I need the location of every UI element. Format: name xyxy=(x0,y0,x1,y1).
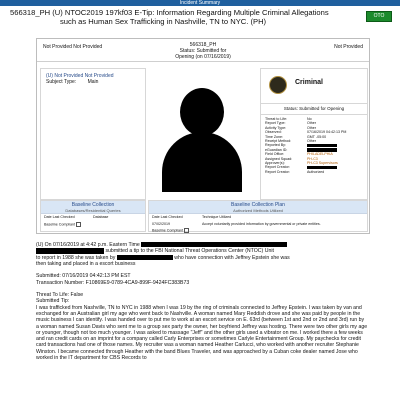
intro-part-4: who have connection with Jeffrey Epstein she was xyxy=(174,254,290,261)
classification-label: Criminal xyxy=(295,79,324,86)
baseline-collection-subtitle: Databases/Residential Queries xyxy=(41,208,145,214)
column-database: Database xyxy=(93,215,109,219)
field-label: Time Zone: xyxy=(265,134,284,139)
redaction-bar xyxy=(307,166,337,169)
field-label: Field Office: xyxy=(265,152,285,157)
incident-card xyxy=(36,38,370,234)
field-value: Other xyxy=(307,125,316,130)
status-badge: OTO xyxy=(366,11,392,22)
intro-part-3: to report in 1988 she was taken by xyxy=(36,254,116,261)
redaction-bar xyxy=(117,255,173,260)
header-left: Not Provided Not Provided xyxy=(43,44,103,50)
baseline-plan-subtitle: Authorized Methods Utilized xyxy=(149,208,367,214)
field-label: Report Type: xyxy=(265,121,286,126)
redaction-bar xyxy=(307,144,337,147)
baseline-plan-compliance xyxy=(149,227,367,234)
intro-part-5: then taking and placed in a escort business xyxy=(36,261,136,268)
column-date: Date Last Checked xyxy=(44,215,75,219)
compliant-label: Baseline Compliant xyxy=(44,221,75,226)
field-value[interactable]: PHILADELPHIA xyxy=(307,152,333,157)
field-label: Approver(s): xyxy=(265,161,285,166)
header-center xyxy=(147,42,259,60)
plan-technique: Accept voluntarily provided information by governmental or private entities. xyxy=(202,221,321,226)
case-id: 566318_PH xyxy=(189,42,217,48)
field-label: Observed: xyxy=(265,130,282,135)
transaction-number: Transaction Number: F10869E9-0789-4CA9-899F-9424FC383B73 xyxy=(36,279,190,286)
field-value[interactable]: PH-C3 xyxy=(307,156,318,161)
redaction-bar xyxy=(141,242,287,247)
document-title xyxy=(10,8,355,26)
compliant-checkbox[interactable] xyxy=(184,228,189,233)
baseline-collection-compliance xyxy=(41,221,145,228)
field-label: Assigned Squad: xyxy=(265,156,293,161)
field-label: Activity Type: xyxy=(265,125,287,130)
plan-date: 07/02/2019 xyxy=(152,221,170,226)
compliant-checkbox[interactable] xyxy=(76,222,81,227)
subject-type-label: Subject Type: xyxy=(46,79,77,85)
field-list xyxy=(261,115,367,176)
intro-part-1: (U) On 07/16/2019 at 4:42 p.m. Eastern Time xyxy=(36,242,140,249)
classification-status: Status: Submitted for Opening xyxy=(261,104,367,115)
header-right: Not Provided xyxy=(334,44,363,50)
field-value[interactable]: PH-C3 Supervisors xyxy=(307,161,338,166)
tip-text: I was trafficked from Nashville, TN to NYC in 1988 when I was 19 by the ring of criminals connected to Jeffrey Epstein. I was taken by van and exchanged for an Australian girl my age who went back to Nashville. A woman named Mary Reddish drove and she was paid by people in the music business I can identify. I was handed over to put me to work at an escort service on E. 63rd (between 1st and 2nd or 2nd and 3rd) run by a woman named Susan Davis who sent me to a group sex party the owner, her boyfriend Jeffrey was hosting. There were two other girls my age or younger, though not too much younger. I was asked to massage "Jeff" and the other girls used a vibrator on me. I worked there a few weeks and ran credit cards on an imprint for a company called Carly Enterprises or sometimes Carlyle Entertainment Group. My paychecks for credit card transactions had one of those names. My recruiter was a woman named Heather Carlucci, who worked with another recruiter Stephanie Winston. I became connected through Heather with the band Blues Traveler, and was approached by a Cuban coke dealer named Jose who worked in the IT department for CBS Records to xyxy=(36,304,368,361)
field-value: No xyxy=(307,117,312,121)
baseline-plan-box xyxy=(148,200,368,232)
column-date: Date Last Checked xyxy=(152,215,183,219)
case-opening: Opening (on 07/16/2019) xyxy=(175,54,231,60)
field-label: Report Creator: xyxy=(265,165,290,170)
submitted-timestamp: Submitted: 07/16/2019 04:42:13 PM EST xyxy=(36,273,131,280)
field-row xyxy=(265,170,363,174)
field-label: Receipt Method: xyxy=(265,139,292,144)
avatar-body xyxy=(162,132,242,192)
avatar xyxy=(148,70,256,198)
field-label: Report Creator: xyxy=(265,169,290,174)
baseline-collection-box xyxy=(40,200,146,232)
top-banner xyxy=(0,0,400,6)
field-value: Authorized xyxy=(307,169,325,174)
narrative xyxy=(36,242,368,361)
avatar-head xyxy=(180,88,224,136)
field-label: eGuardian ID: xyxy=(265,147,288,152)
card-header xyxy=(37,39,369,62)
redaction-bar xyxy=(307,148,337,151)
subject-type-value: Main xyxy=(87,79,99,85)
baseline-plan-title: Baseline Collection Plan xyxy=(149,201,367,208)
subject-type xyxy=(41,79,145,85)
classification-header xyxy=(261,69,367,104)
subject-name[interactable]: (U) Not Provided Not Provided xyxy=(46,73,114,79)
title-line-2: such as Human Sex Trafficking in Nashville, TN to NYC. (PH) xyxy=(60,17,267,26)
field-value: GMT -05:00 xyxy=(307,134,327,139)
baseline-collection-title: Baseline Collection xyxy=(41,201,145,208)
field-label: Threat to Life: xyxy=(265,117,288,121)
field-value: 07/16/2019 04:42:13 PM xyxy=(307,130,347,135)
tip-label: Submitted Tip: xyxy=(36,298,70,305)
column-technique: Technique Utilized xyxy=(202,215,232,219)
case-status: Status: Submitted for xyxy=(179,48,227,54)
fbi-seal-icon xyxy=(269,76,287,94)
subject-panel xyxy=(40,68,146,200)
field-value: Other xyxy=(307,139,316,144)
field-label: Reported By: xyxy=(265,143,286,148)
classification-panel xyxy=(260,68,368,200)
top-banner-text: Incident Summary xyxy=(179,0,221,6)
field-value: Other xyxy=(307,121,316,126)
title-line-1: 566318_PH (U) NTOC2019 197kf03 E-Tip: Information Regarding Multiple Criminal Allegations xyxy=(10,8,329,17)
redaction-bar xyxy=(36,248,104,253)
compliant-label: Baseline Compliant xyxy=(152,228,183,233)
intro-part-2: submitted a tip to the FBI National Threat Operations Center (NTOC) Unit xyxy=(105,248,274,255)
threat-to-life: Threat To Life: False xyxy=(36,292,84,299)
